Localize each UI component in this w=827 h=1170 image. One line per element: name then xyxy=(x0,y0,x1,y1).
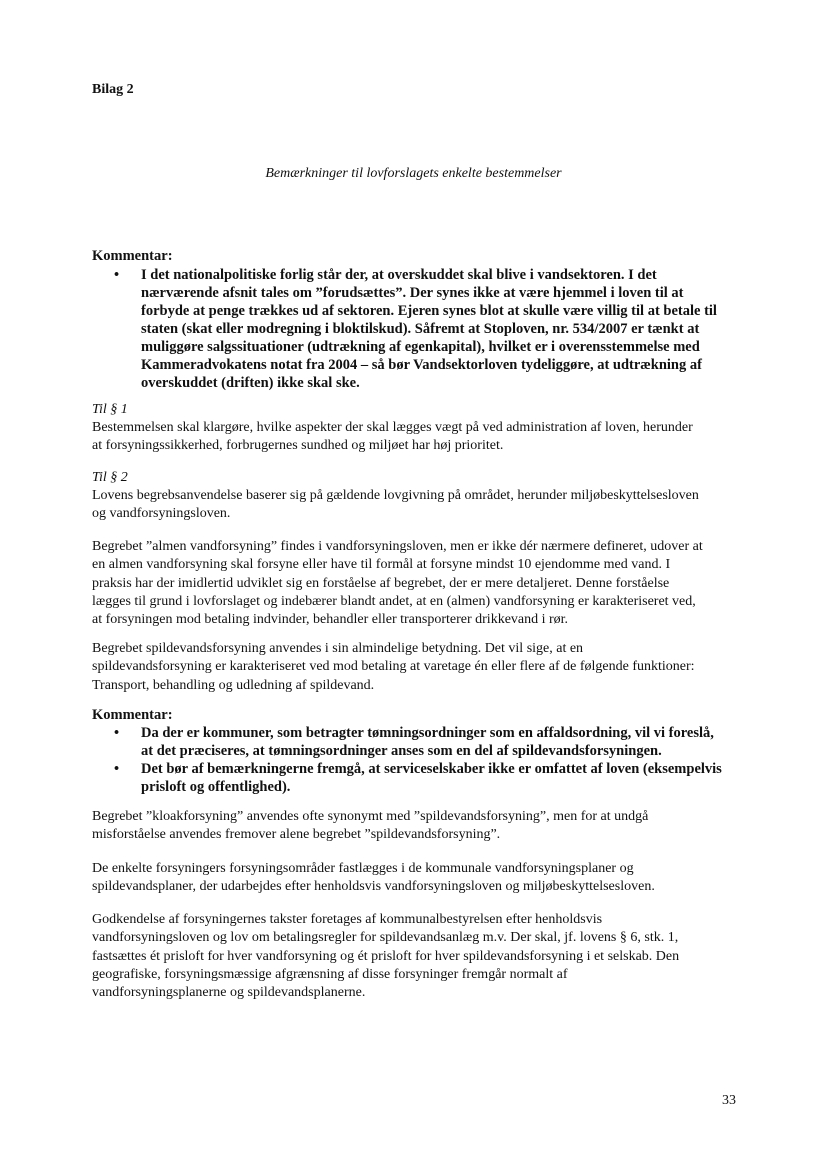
text-line: geografiske, forsyningsmæssige afgrænsning af disse forsyninger fremgår normalt af xyxy=(92,966,568,982)
text-line: at det præciseres, at tømningsordninger anses som en del af spildevandsforsyningen. xyxy=(141,743,662,759)
text-line: Godkendelse af forsyningernes takster foretages af kommunalbestyrelsen efter henholdsvis xyxy=(92,912,603,927)
text-line: Det bør af bemærkningerne fremgå, at serviceselskaber ikke er omfattet af loven (eksempelvis xyxy=(141,761,722,777)
text-line: at forsyningen mod betaling indvinder, behandler eller transporterer drikkevand i rør. xyxy=(92,612,569,628)
section-2-paragraph-2 xyxy=(92,538,703,629)
page-number: 33 xyxy=(722,1093,736,1108)
text-line: praksis har der imidlertid udviklet sig en forståelse af begrebet, der er mere detaljeret. Denne forståelse xyxy=(92,575,670,591)
text-line: og vandforsyningsloven. xyxy=(92,506,231,522)
section-2-paragraph-3 xyxy=(92,640,695,695)
text-line: I det nationalpolitiske forlig står der, at overskuddet skal blive i vandsektoren. I det xyxy=(141,267,657,283)
bullet-icon: • xyxy=(114,761,120,777)
section-heading-2: Til § 2 xyxy=(92,470,128,485)
text-line: nærværende afsnit tales om ”forudsættes”. Der synes ikke at være hjemmel i loven til at xyxy=(141,285,684,301)
comment-bullet xyxy=(114,724,754,762)
paragraph-kloakforsyning xyxy=(92,808,648,845)
text-line: staten (skat eller modregning i bloktilskud). Såfremt at Stoploven, nr. 534/2007 er tænkt at xyxy=(141,321,700,337)
bullet-text xyxy=(141,760,761,796)
text-line: muliggøre salgssituationer (udtrækning af egenkapital), hvilket er i overensstemmelse med xyxy=(141,339,700,355)
comment-heading: Kommentar: xyxy=(92,248,173,264)
comment-bullet xyxy=(114,760,754,798)
bullet-icon: • xyxy=(114,267,120,283)
text-line: vandforsyningsloven og lov om betalingsregler for spildevandsanlæg m.v. Der skal, jf. lovens § 6, stk. 1, xyxy=(92,930,679,946)
bullet-text xyxy=(141,724,761,760)
bullet-text xyxy=(141,266,761,392)
text-line: Transport, behandling og udledning af spildevand. xyxy=(92,677,375,693)
paragraph-forsyningsomraader xyxy=(92,860,655,897)
bullet-icon: • xyxy=(114,725,120,741)
document-subtitle: Bemærkninger til lovforslagets enkelte bestemmelser xyxy=(265,166,562,181)
paragraph-takster xyxy=(92,911,679,1002)
text-line: Lovens begrebsanvendelse baserer sig på gældende lovgivning på området, herunder miljøbeskyttelsesloven xyxy=(92,488,699,503)
text-line: Kammeradvokatens notat fra 2004 – så bør Vandsektorloven tydeliggøre, at udtrækning af xyxy=(141,357,702,373)
text-line: Begrebet spildevandsforsyning anvendes i sin almindelige betydning. Det vil sige, at en xyxy=(92,641,584,656)
text-line: Begrebet ”almen vandforsyning” findes i vandforsyningsloven, men er ikke dér nærmere defineret, udover at xyxy=(92,539,703,554)
text-line: prisloft og offentlighed). xyxy=(141,779,291,795)
section-2-paragraph-1 xyxy=(92,487,699,524)
text-line: spildevandsforsyning er karakteriseret ved mod betaling at varetage én eller flere af de følgende funktioner: xyxy=(92,659,695,675)
text-line: Begrebet ”kloakforsyning” anvendes ofte synonymt med ”spildevandsforsyning”, men for at undgå xyxy=(92,809,649,824)
text-line: overskuddet (driften) ikke skal ske. xyxy=(141,375,360,391)
text-line: misforståelse anvendes fremover alene begrebet ”spildevandsforsyning”. xyxy=(92,827,501,843)
text-line: vandforsyningsplanerne og spildevandsplanerne. xyxy=(92,985,366,1001)
text-line: Da der er kommuner, som betragter tømningsordninger som en affaldsordning, vil vi foreslå, xyxy=(141,725,714,741)
text-line: lægges til grund i lovforslaget og indebærer blandt andet, at en (almen) vandforsyning er karakteriseret ved, xyxy=(92,593,696,609)
text-line: at forsyningssikkerhed, forbrugernes sundhed og miljøet har høj prioritet. xyxy=(92,438,504,454)
comment-heading: Kommentar: xyxy=(92,707,173,723)
section-1-paragraph xyxy=(92,419,693,456)
text-line: forbyde at penge trækkes ud af sektoren. Ejeren synes blot at skulle være villig til at betale til xyxy=(141,303,717,319)
document-label: Bilag 2 xyxy=(92,82,134,97)
text-line: Bestemmelsen skal klargøre, hvilke aspekter der skal lægges vægt på ved administration af loven, herunder xyxy=(92,420,693,435)
section-heading-1: Til § 1 xyxy=(92,402,128,417)
text-line: en almen vandforsyning skal forsyne eller have til formål at forsyne mindst 10 ejendomme med vand. I xyxy=(92,557,671,573)
comment-bullet xyxy=(114,266,754,396)
text-line: De enkelte forsyningers forsyningsområder fastlægges i de kommunale vandforsyningsplaner og xyxy=(92,861,634,876)
text-line: fastsættes ét prisloft for hver vandforsyning og ét prisloft for hver spildevandsforsyning i et selskab. Den xyxy=(92,948,680,964)
text-line: spildevandsplaner, der udarbejdes efter henholdsvis vandforsyningsloven og miljøbeskyttelsesloven. xyxy=(92,879,655,895)
